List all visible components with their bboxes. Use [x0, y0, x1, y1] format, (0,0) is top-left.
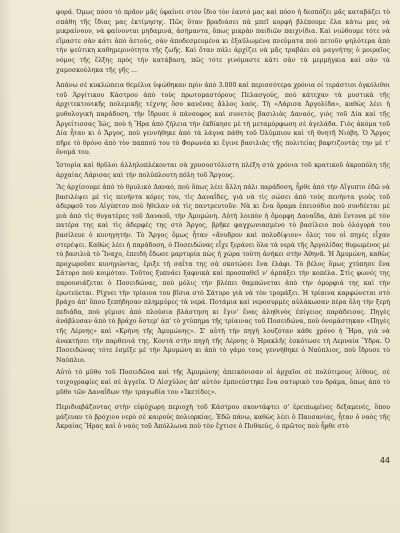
page-number: 44 — [379, 456, 390, 465]
page-gutter-shadow — [0, 0, 12, 533]
paragraph: Αὐτὸ τὸ μῦθο τοῦ Ποσειδῶνα καὶ τῆς Ἀμυμώνης ἀπεικόνισαν οἱ ἀρχαῖοι σὲ πολύτιμους λίθους, σὲ τοιχογραφίες καὶ σὲ ἀγγεῖα. Ὁ Αἰσχύλος ἀπ' αὐτὸν ἐμπνεύστηκε ἕνα σατυρικὸ του δράμα, ὅπως ἀπὸ τὸ μῦθο τῶν Δαναΐδων τὴν τραγωδία του «Ἱκετίδες». — [56, 369, 390, 396]
paragraph: Ἀπάνω σὲ κυκλώπεια θεμέλια ὑψώθηκαν πρὶν ἀπὸ 3.000 καὶ περισσότερα χρόνια οἱ τεράστιοι ὀγκόλιθοι τοῦ Ἀργίτικου Κάστρου ἀπὸ τοὺς πρωτομαστόρους Πελασγούς, πού κάτεχαν τὰ μυστικὰ τῆς ἀρχιτεκτονικῆς πολεμικῆς τέχνης ὅσο κανένας ἄλλος λαός. Τὴ «Λάρισα Ἀργολίδα», καθὼς λέει ἡ μυθολογικὴ παράδοση, τὴν ἵδρυσε ὁ πάνσοφος καὶ συνετὸς βασιλιὰς Δαναός, γιὸς τοῦ Δία καὶ τῆς Ἀργείτισσας Ἰώς, ποὺ ἡ Ἥρα ἀπὸ ζήλεια τὴν ἐκδίκησε μὲ τὴ μεταμόρφωση σὲ ἀγελάδα. Γιὸς ἀκόμα τοῦ Δία ἦταν κι ὁ Ἄργος, ποὺ γεννήθηκε ἀπὸ τὰ λάγνα πάθη τοῦ Ὀλύμπιου καὶ τῆ θνητῆ Νιόβη. Ὁ Ἄργος πῆρε τὸ θρόνο ἀπὸ τὸν παππού του τὸ Φορωνέα κι ἔγινε βασιλιὰς τῆς πολιτείας βαφτιζοντάς την μὲ τ' ὄνομά του. — [56, 82, 390, 157]
paragraph: Ἂς ἀρχίσουμε ἀπὸ τὸ θρυλικὸ Δαναό, ποὺ ὅπως λέει ἄλλη πάλι παράδοση, ἦρθε ἀπὸ τὴν Αἴγυπτο ἐδῶ νὰ βασιλέψει μὲ τὶς πενήντα κόρες του, τὶς Δαναΐδες, γιὰ νὰ τὶς σώσει ἀπὸ τοὺς πενήντα γιοὺς τοῦ ἀδερφοῦ του Αἰγύπτου ποὺ ἤθελαν νὰ τὶς παντρευτοῦν. Νὰ κι ἕνα ὄραμα ἐπεισόδιο πού συνδέεται μὲ μιὰ ἀπὸ τὶς θυγατέρες τοῦ Δαναοῦ, τὴν Ἀμυμώνη. Αὐτὴ λοιπὸν ἡ ὄμορφη Δαναΐδα, ἀπὸ ἔντονα μὲ τὸν πατέρα της καὶ τὶς ἀδερφές της στὸ Ἄργος, βρῆκε φαγχωνιασμένο τὸ βασίλειο ποὺ ὁλόγυρά του βασίλευε ὁ κυνηγητήν. Τὸ Ἄργος ὅμως ἦταν «ἄνυδρον καὶ πολυδίψιον» ὅλες του οἱ πηγές εἶχαν στερέψει. Καθὼς λέει ἡ παράδοση, ὁ Ποσειδώνας εἶχε ξεράνει ὅλα τὰ νερὰ τῆς Ἀργολίδας θυμωμένος μὲ τὸ βασιλιὰ τὸ Ἴναχο, ἐπειδὴ ἔδωσε μαρτυρία πὼς ἡ χώρα τούτη ἀνήκει στὴν Ἀθηνᾶ. Ἡ Ἀμυμώνη, καθὼς προχωροῦσε κυνηγώντας, ἔριξε τὴ σαΐτα της σὰ σκοτώσει ἕνα ἐλάφι. Τὸ βέλος ὅμως χτύπησε ἕνα Σάτυρο ποὺ κοιμόταν. Τοῦτος ξυπνάει ξαφνικὰ καὶ προσπαθεῖ ν' ἁρπάξει τὴν κοπέλα. Στὶς φωνές της παρουσιάζεται ὁ Ποσειδώνας, ποὺ μόλις τὴν βλέπει θαμπώνεται ἀπὸ τὴν ὀμορφιά της καὶ τὴν ἐρωτεύεται. Ρίχνει τὴν τρίαινα του βῖσια στὸ Σάτυρο γιὰ νὰ τὸν τρομάξει. Ἡ τρίαινα καρφώνεται στὸ βράχο ἀπ' ὅπου ξεπήδησαν πλημμύρες τὰ νερά. Ποτάμια καὶ νεροσυρμὲς αὐλάκωσαν πέρα ὅλη τὴν ξερὴ πεδιάδα, ποὺ γέμισε ἀπὸ πλούσια βλάστηση κι ἔγιν' ἕνας ἀληθινὸς ἐπίγειος παράδεισος. Πηγὲς ἀνάβλυσαν ἀπὸ τὸ βράχο ὅστερ' ἀπ' τὸ χτύπημα τῆς τρίαινας τοῦ Ποσειδώνα, ποὺ ὀνομάστηκαν «Πηγὲς τῆς Λέρνης» καὶ «Κρήνη τῆς Ἀμυμώνης». Σ' αὐτὴ τὴν πηγὴ λουζόταν κάθε χρόνο ἡ Ἥρα, γιὰ νὰ ἀνακτήσει τὴν παρθενιά της. Κοντὰ στὴν πηγὴ τῆς Λέρνης ὁ Ἡρακλῆς ἐσκότωσε τὴ Λερναία Ὕδρα. Ὁ Ποσειδώνας τότε ἑσμίξε μὲ τὴν Ἀμυμώνη κι ἀπὸ τὸ γάμο τους γεννήθηκε ὁ Ναύπλιος, ποὺ ἵδρυσε τὸ Ναύπλιο. — [56, 184, 390, 364]
paragraph: Ἱστορία καὶ θρῦλοι ἀλληλοπλέκονται σὰ χρυσοστόλιστη πλέξη στὰ χρόνια τοῦ κρατικοῦ ἀκροπόλη τῆς ἀρχαίας Λάρισας καὶ τὴν πολύπλουτη πόλη τοῦ Ἄργους. — [56, 161, 390, 179]
paragraph: φορά. Όμως πόσο τὸ πρᾶον μᾶς ὑφαίνει στὸν ἴδιο τὸν ἑαυτό μας καὶ πόσο ἡ δεσπόζει μᾶς καταβάζει τὸ σπάθη τῆς ἴδιας μας ἐκτίμησης. Πῶς ὅταν βραδιάσει πὰ μπεῖ κορφή βλέπουμε ἕλα κάτω μας νὰ μικραίνουν, νὰ φαίνονται μηδαμινά, ἀσήμαντα, ὅπως μικρὰν παιδιῶν παιχνίδια. Καὶ νιώθουμε τότε νὰ εἴμαστε σὰν κάτι ἀπὸ ἀετούς, σὰν ἀποδεσμευμένα κι ἐξαϋλωμένα πνεύματα πού πετοῦν ψηλότερα ἀπὸ τὴν ψεύτικη καθημερινότητα τῆς ζωῆς. Καὶ ὅταν πάλι ἀρχίζει νὰ μᾶς τραβάει σὰ μαγνήτης ὁ μοιραῖος νόμος τῆς ἕλξης πρὸς τὴν κατάβαση, πῶς τότε γινόμαστε κάτι σὰν τὰ μερμήγκια καὶ σὰν τὰ χαμοσκούληκα τῆς γῆς ... — [56, 9, 390, 74]
page-text — [56, 8, 390, 435]
paragraph: Περιδιαβάζοντας στὴν εὐρύχωρη περιοχὴ τοῦ Κάστρου σκοντάφτει σ' ἐρειπωμένες δεξαμενές, ὅπου μάζευαν τὸ βρόχινο νερὸ σὲ καιρούς πολιορκίας. Ἐδῶ πάνω, καθὼς λέει ὁ Παυσανίας, ἦταν ὁ ναὸς τῆς Ἀκραίας Ἥρας καὶ ὁ ναὸς τοῦ Ἀπόλλωνα ποὺ τὸν ἔχτισε ὁ Πυθαεύς, ὁ πρῶτος ποὺ ἦρθε στὸ — [56, 404, 390, 431]
